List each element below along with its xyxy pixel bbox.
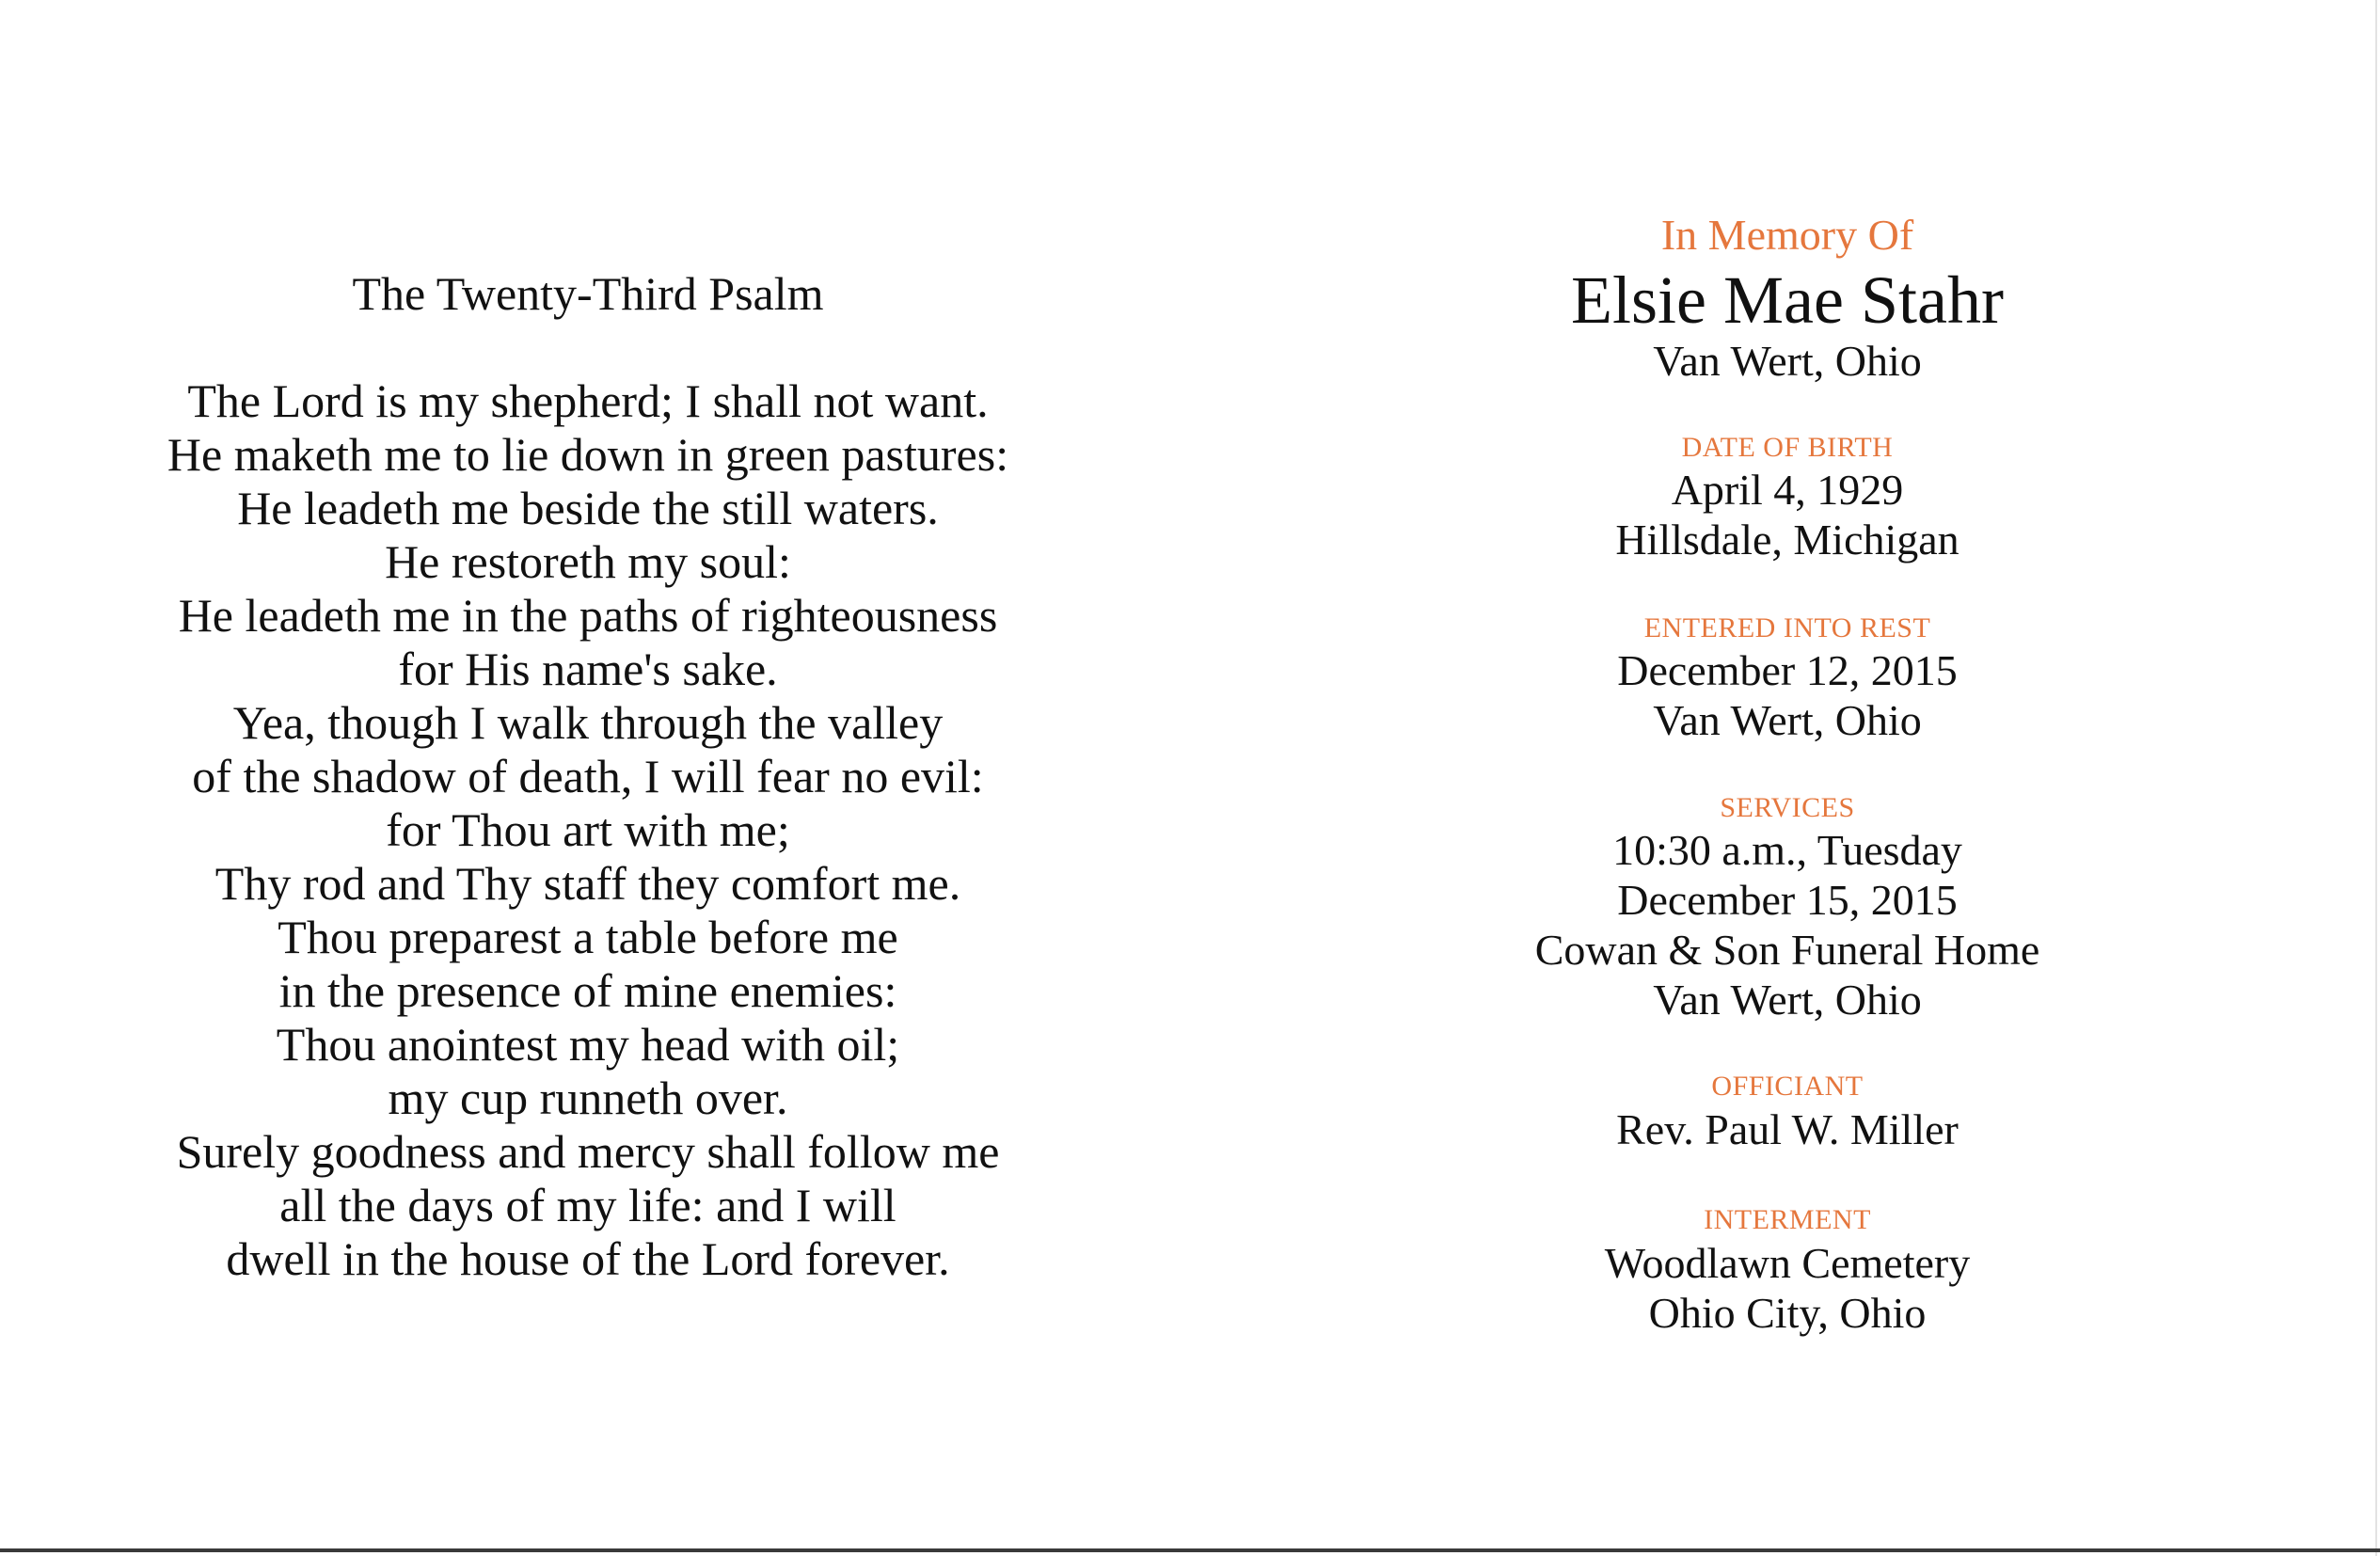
birth-details (1411, 465, 2164, 564)
birth-place: Hillsdale, Michigan (1615, 516, 1960, 564)
page-edge (2375, 0, 2377, 1556)
rest-date: December 12, 2015 (1617, 646, 1958, 694)
psalm-line: Yea, though I walk through the valley (232, 696, 944, 749)
officiant-section (1411, 1070, 2164, 1103)
psalm-line: all the days of my life: and I will (279, 1179, 896, 1231)
memorial-header (1411, 210, 2164, 261)
psalm-line: He restoreth my soul: (385, 535, 791, 588)
psalm-line: of the shadow of death, I will fear no evil: (192, 750, 984, 802)
officiant-name: Rev. Paul W. Miller (1616, 1105, 1959, 1153)
residence: Van Wert, Ohio (1653, 337, 1922, 385)
psalm-line: He leadeth me in the paths of righteousness (178, 589, 998, 642)
officiant-details (1411, 1104, 2164, 1154)
psalm-line: my cup runneth over. (388, 1072, 788, 1124)
psalm-title: The Twenty-Third Psalm (352, 267, 824, 320)
psalm-line: for His name's sake. (398, 643, 778, 695)
interment-cemetery: Woodlawn Cemetery (1604, 1239, 1971, 1287)
in-memory-heading: In Memory Of (1660, 211, 1914, 259)
psalm-line: Thou anointest my head with oil; (276, 1018, 900, 1071)
psalm-line: He leadeth me beside the still waters. (237, 482, 939, 534)
psalm-text (94, 374, 1082, 1286)
psalm-line: dwell in the house of the Lord forever. (226, 1232, 950, 1285)
services-label: SERVICES (1720, 792, 1855, 823)
psalm-line: Surely goodness and mercy shall follow me (176, 1125, 1000, 1178)
psalm-line: The Lord is my shepherd; I shall not want. (187, 374, 989, 427)
bottom-border (0, 1548, 2380, 1552)
services-location: Cowan & Son Funeral Home (1534, 926, 2040, 974)
services-date: December 15, 2015 (1617, 876, 1958, 924)
birth-date: April 4, 1929 (1671, 466, 1904, 514)
rest-details (1411, 645, 2164, 745)
psalm-line: Thy rod and Thy staff they comfort me. (214, 857, 961, 910)
services-details (1411, 825, 2164, 1024)
residence-block (1411, 336, 2164, 386)
services-section (1411, 791, 2164, 825)
interment-details (1411, 1238, 2164, 1338)
services-time: 10:30 a.m., Tuesday (1612, 826, 1962, 874)
deceased-name: Elsie Mae Stahr (1571, 262, 2004, 338)
services-place: Van Wert, Ohio (1653, 976, 1922, 1024)
interment-section (1411, 1203, 2164, 1237)
rest-place: Van Wert, Ohio (1653, 696, 1922, 744)
birth-label: DATE OF BIRTH (1681, 432, 1894, 463)
interment-label: INTERMENT (1704, 1204, 1871, 1235)
birth-section (1411, 431, 2164, 465)
psalm-line: in the presence of mine enemies: (278, 964, 897, 1017)
rest-section (1411, 611, 2164, 645)
rest-label: ENTERED INTO REST (1643, 612, 1931, 643)
psalm-line: Thou preparest a table before me (278, 911, 898, 963)
officiant-label: OFFICIANT (1711, 1071, 1864, 1102)
deceased-block (1411, 262, 2164, 339)
interment-place: Ohio City, Ohio (1648, 1289, 1927, 1337)
psalm-line: for Thou art with me; (386, 803, 790, 856)
psalm-line: He maketh me to lie down in green pastures: (167, 428, 1009, 481)
